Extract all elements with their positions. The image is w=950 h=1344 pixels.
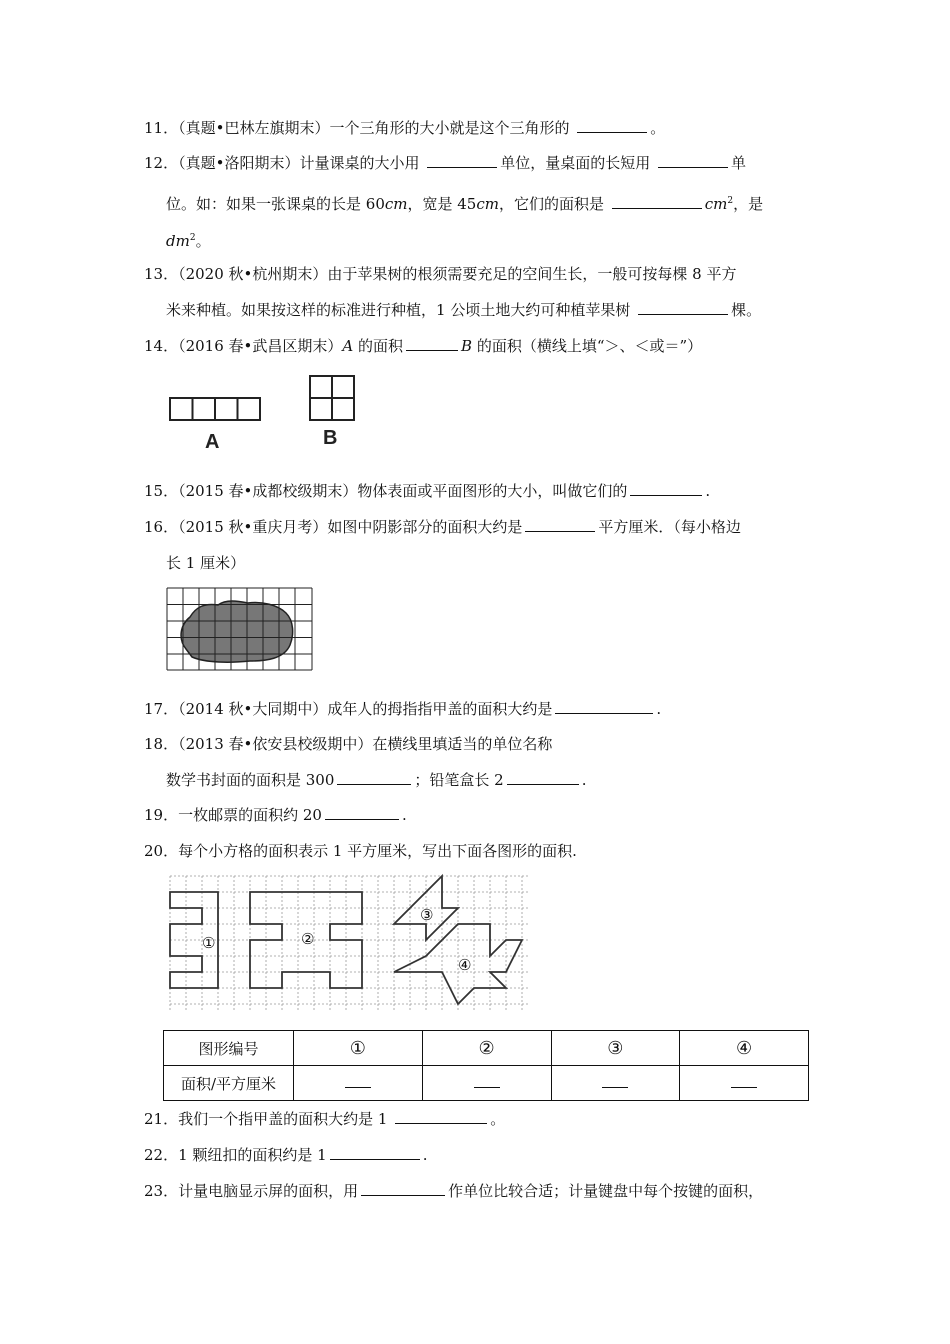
question-23: 23．计量电脑显示屏的面积，用 作单位比较合适；计量键盘中每个按键的面积， [144,1182,764,1200]
answer-blank[interactable] [731,1077,757,1088]
question-12: 12．（真题•洛阳期末）计量课桌的大小用 单位，量桌面的长短用 单 [144,154,747,172]
answer-blank[interactable] [612,194,702,209]
table-header-cell: 图形编号 [164,1031,294,1066]
table-row [164,1031,809,1066]
answer-blank[interactable] [427,153,497,168]
answer-blank[interactable] [474,1077,500,1088]
shape-label-4: ④ [458,956,472,974]
answer-blank[interactable] [337,770,411,785]
dotted-grid [170,876,528,1012]
question-17: 17．（2014 秋•大同期中）成年人的拇指指甲盖的面积大约是 . [144,700,662,718]
answer-blank[interactable] [638,300,728,315]
question-18-line2: 数学书封面的面积是 300 ；铅笔盒长 2 . [166,771,587,789]
answer-cell[interactable] [551,1066,680,1101]
answer-blank[interactable] [406,336,458,351]
question-18: 18．（2013 春•依安县校级期中）在横线里填适当的单位名称 [144,735,553,753]
question-19: 19．一枚邮票的面积约 20 . [144,806,407,824]
answer-blank[interactable] [507,770,579,785]
table-row [164,1066,809,1101]
shape-label-2: ② [301,930,315,948]
shapes-grid-figure [166,872,532,1018]
answer-blank[interactable] [577,118,647,133]
table-header-cell: 面积/平方厘米 [164,1066,294,1101]
answer-blank[interactable] [630,481,702,496]
question-16-line2: 长 1 厘米） [166,554,246,572]
answer-blank[interactable] [345,1077,371,1088]
shaded-grid-figure [166,587,316,673]
question-12-line2: 位。如：如果一张课桌的长是 60cm，宽是 45cm，它们的面积是 $cm^2$，是 [166,195,764,213]
shape-a [170,398,260,420]
shape-label-1: ① [202,934,216,952]
shape-label-3: ③ [420,906,434,924]
answer-cell[interactable] [422,1066,551,1101]
question-13-line2: 米来种植。如果按这样的标准进行种植，1 公顷土地大约可种植苹果树 棵。 [166,301,762,319]
area-table [163,1030,809,1101]
answer-blank[interactable] [330,1145,420,1160]
question-16: 16．（2015 秋•重庆月考）如图中阴影部分的面积大约是 平方厘米．（每小格边 [144,518,741,536]
question-11: 11．（真题•巴林左旗期末）一个三角形的大小就是这个三角形的 。 [144,119,666,137]
figure-a-b [165,370,365,455]
question-13: 13．（2020 秋•杭州期末）由于苹果树的根须需要充足的空间生长，一般可按每棵 8 平方 [144,265,737,283]
answer-blank[interactable] [525,517,595,532]
table-cell: ① [294,1031,423,1066]
answer-blank[interactable] [361,1181,445,1196]
answer-cell[interactable] [294,1066,423,1101]
answer-blank[interactable] [602,1077,628,1088]
question-12-line3: $dm^2$。 [166,232,211,250]
question-15: 15．（2015 春•成都校级期末）物体表面或平面图形的大小，叫做它们的 . [144,482,711,500]
answer-blank[interactable] [658,153,728,168]
question-22: 22．1 颗纽扣的面积约是 1 . [144,1146,428,1164]
question-14: 14．（2016 春•武昌区期末）A 的面积 B 的面积（横线上填“＞、＜或＝”） [144,337,703,355]
question-20: 20．每个小方格的面积表示 1 平方厘米，写出下面各图形的面积. [144,842,577,860]
answer-blank[interactable] [555,699,653,714]
table-cell: ② [422,1031,551,1066]
shape-b [310,376,354,420]
answer-blank[interactable] [325,805,399,820]
table-cell: ③ [551,1031,680,1066]
label-a: A [205,431,220,453]
answer-blank[interactable] [395,1109,487,1124]
shaded-region [181,601,293,662]
answer-cell[interactable] [680,1066,809,1101]
table-cell: ④ [680,1031,809,1066]
question-21: 21．我们一个指甲盖的面积大约是 1 。 [144,1110,506,1128]
label-b: B [323,427,338,449]
